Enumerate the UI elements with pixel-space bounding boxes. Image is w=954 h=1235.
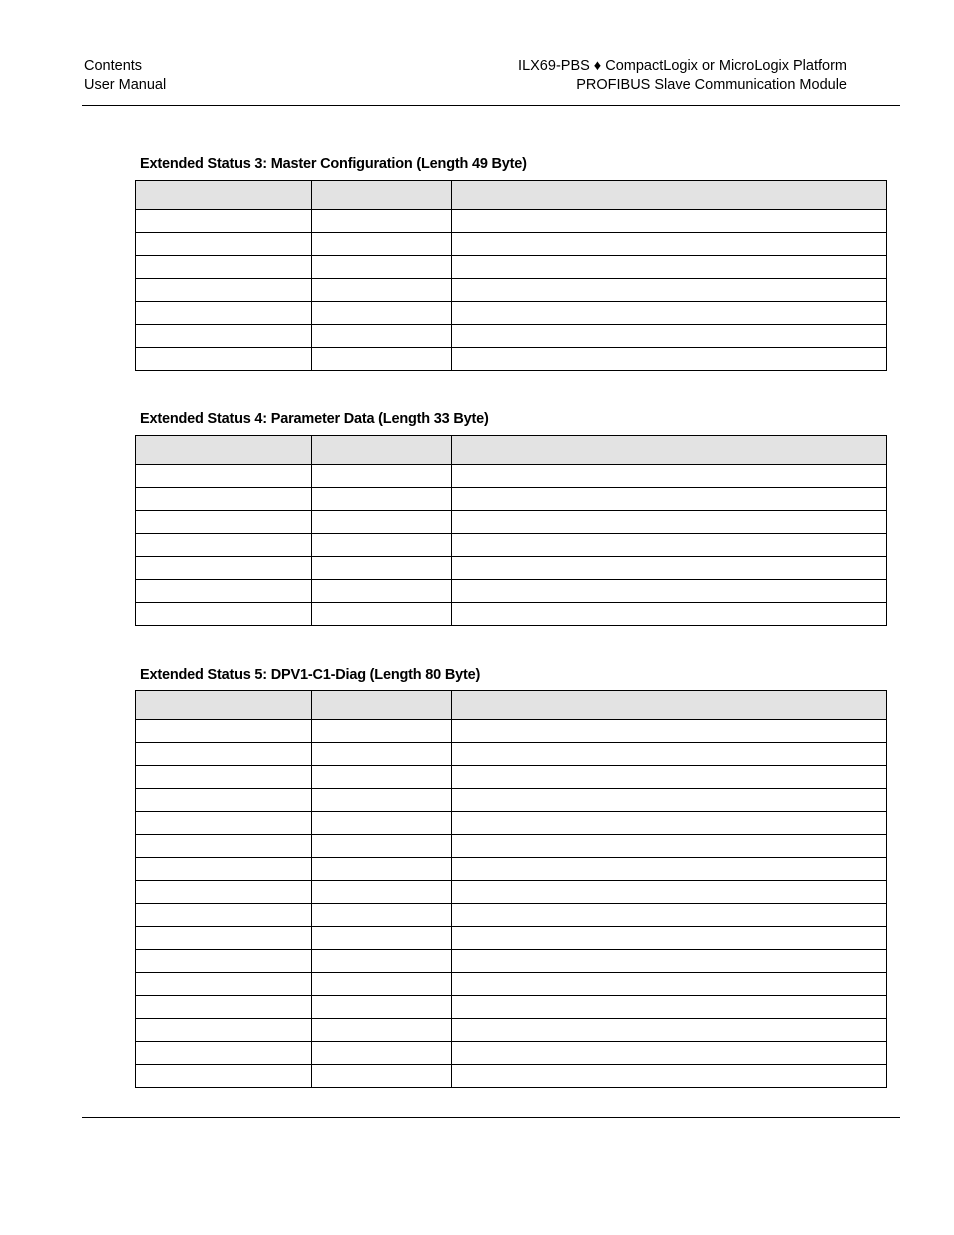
table-cell — [312, 348, 452, 371]
table-cell — [136, 812, 312, 835]
table-cell — [452, 881, 887, 904]
table-cell — [136, 511, 312, 534]
table-cell — [452, 950, 887, 973]
table-row — [136, 812, 887, 835]
table-row — [136, 1019, 887, 1042]
table-row — [136, 580, 887, 603]
table-cell — [312, 904, 452, 927]
table-row — [136, 973, 887, 996]
table-row — [136, 789, 887, 812]
table-header-row — [136, 436, 887, 465]
table-cell — [136, 904, 312, 927]
table-cell — [452, 996, 887, 1019]
header-section-title: Contents — [84, 58, 143, 74]
table-cell — [312, 950, 452, 973]
table-row — [136, 996, 887, 1019]
table-row — [136, 927, 887, 950]
table-cell — [312, 580, 452, 603]
table-cell — [452, 302, 887, 325]
table-cell — [452, 835, 887, 858]
table-ext-status-4 — [135, 435, 887, 626]
table-cell — [312, 1019, 452, 1042]
table-cell — [312, 534, 452, 557]
table-cell — [312, 743, 452, 766]
table-cell — [452, 812, 887, 835]
table-cell — [452, 557, 887, 580]
table-cell — [312, 256, 452, 279]
table-body — [136, 691, 887, 1088]
table-cell — [312, 302, 452, 325]
table-cell — [136, 580, 312, 603]
table-cell — [136, 233, 312, 256]
table-cell — [452, 1065, 887, 1088]
table-cell — [136, 488, 312, 511]
table-cell — [452, 720, 887, 743]
table-cell — [136, 465, 312, 488]
header-divider — [82, 105, 900, 106]
table-row — [136, 534, 887, 557]
table-header-cell — [452, 181, 887, 210]
table-cell — [452, 325, 887, 348]
table-cell — [312, 511, 452, 534]
table-body — [136, 181, 887, 371]
table-row — [136, 720, 887, 743]
table-cell — [312, 927, 452, 950]
table-header-row — [136, 691, 887, 720]
table-cell — [452, 973, 887, 996]
table-header-cell — [136, 436, 312, 465]
table-cell — [312, 835, 452, 858]
table-cell — [452, 766, 887, 789]
table-cell — [312, 210, 452, 233]
table-cell — [452, 1019, 887, 1042]
table-row — [136, 1065, 887, 1088]
table-cell — [452, 279, 887, 302]
table-row — [136, 557, 887, 580]
table-cell — [136, 325, 312, 348]
table-row — [136, 858, 887, 881]
table-cell — [452, 904, 887, 927]
table-row — [136, 210, 887, 233]
table-cell — [136, 302, 312, 325]
table-cell — [136, 996, 312, 1019]
table-row — [136, 766, 887, 789]
table-row — [136, 465, 887, 488]
table-cell — [136, 1042, 312, 1065]
table-ext-status-5 — [135, 690, 887, 1088]
table-cell — [312, 233, 452, 256]
table-cell — [136, 603, 312, 626]
table-row — [136, 279, 887, 302]
table-cell — [136, 789, 312, 812]
table-cell — [136, 766, 312, 789]
table-cell — [452, 743, 887, 766]
table-header-row — [136, 181, 887, 210]
table-cell — [136, 927, 312, 950]
table-header-cell — [136, 691, 312, 720]
table-row — [136, 348, 887, 371]
table-cell — [452, 534, 887, 557]
table-cell — [452, 927, 887, 950]
table-cell — [136, 835, 312, 858]
table-cell — [136, 720, 312, 743]
table-cell — [312, 881, 452, 904]
table-cell — [312, 973, 452, 996]
table-cell — [312, 603, 452, 626]
table-row — [136, 511, 887, 534]
table-caption-ext-status-4: Extended Status 4: Parameter Data (Length 33 Byte) — [140, 411, 489, 427]
table-cell — [452, 256, 887, 279]
table-cell — [312, 1042, 452, 1065]
table-cell — [452, 210, 887, 233]
table-cell — [452, 465, 887, 488]
table-cell — [136, 881, 312, 904]
table-cell — [136, 210, 312, 233]
header-left — [84, 57, 166, 95]
table-header-cell — [452, 691, 887, 720]
table-cell — [312, 1065, 452, 1088]
table-row — [136, 1042, 887, 1065]
table-cell — [452, 488, 887, 511]
table-cell — [312, 812, 452, 835]
table-ext-status-3 — [135, 180, 887, 371]
table-cell — [136, 858, 312, 881]
table-header-cell — [312, 181, 452, 210]
table-row — [136, 233, 887, 256]
table-cell — [312, 279, 452, 302]
table-caption-ext-status-3: Extended Status 3: Master Configuration (Length 49 Byte) — [140, 156, 527, 172]
table-cell — [136, 534, 312, 557]
table-cell — [452, 858, 887, 881]
table-row — [136, 835, 887, 858]
table-cell — [136, 973, 312, 996]
table-header-cell — [312, 436, 452, 465]
table-header-cell — [452, 436, 887, 465]
table-row — [136, 325, 887, 348]
table-cell — [136, 256, 312, 279]
table-cell — [452, 233, 887, 256]
header-right — [518, 57, 847, 95]
header-product-title: ILX69-PBS ♦ CompactLogix or MicroLogix Platform — [518, 58, 847, 74]
table-row — [136, 302, 887, 325]
table-cell — [312, 488, 452, 511]
table-cell — [312, 325, 452, 348]
table-cell — [136, 557, 312, 580]
table-cell — [312, 789, 452, 812]
table-cell — [312, 766, 452, 789]
table-cell — [452, 580, 887, 603]
table-cell — [136, 348, 312, 371]
table-cell — [452, 511, 887, 534]
header-doc-type: User Manual — [84, 77, 167, 93]
table-cell — [136, 1065, 312, 1088]
table-row — [136, 488, 887, 511]
table-header-cell — [136, 181, 312, 210]
table-row — [136, 904, 887, 927]
table-cell — [312, 557, 452, 580]
table-cell — [136, 950, 312, 973]
table-row — [136, 743, 887, 766]
table-row — [136, 256, 887, 279]
table-cell — [452, 1042, 887, 1065]
footer-divider — [82, 1117, 900, 1118]
table-cell — [312, 996, 452, 1019]
header-product-subtitle: PROFIBUS Slave Communication Module — [576, 77, 847, 93]
table-cell — [136, 743, 312, 766]
table-row — [136, 603, 887, 626]
table-cell — [312, 720, 452, 743]
table-cell — [312, 858, 452, 881]
table-cell — [312, 465, 452, 488]
table-cell — [452, 789, 887, 812]
table-row — [136, 881, 887, 904]
table-cell — [452, 603, 887, 626]
table-header-cell — [312, 691, 452, 720]
table-cell — [136, 1019, 312, 1042]
table-cell — [452, 348, 887, 371]
table-caption-ext-status-5: Extended Status 5: DPV1-C1-Diag (Length 80 Byte) — [140, 667, 481, 683]
table-row — [136, 950, 887, 973]
table-body — [136, 436, 887, 626]
table-cell — [136, 279, 312, 302]
